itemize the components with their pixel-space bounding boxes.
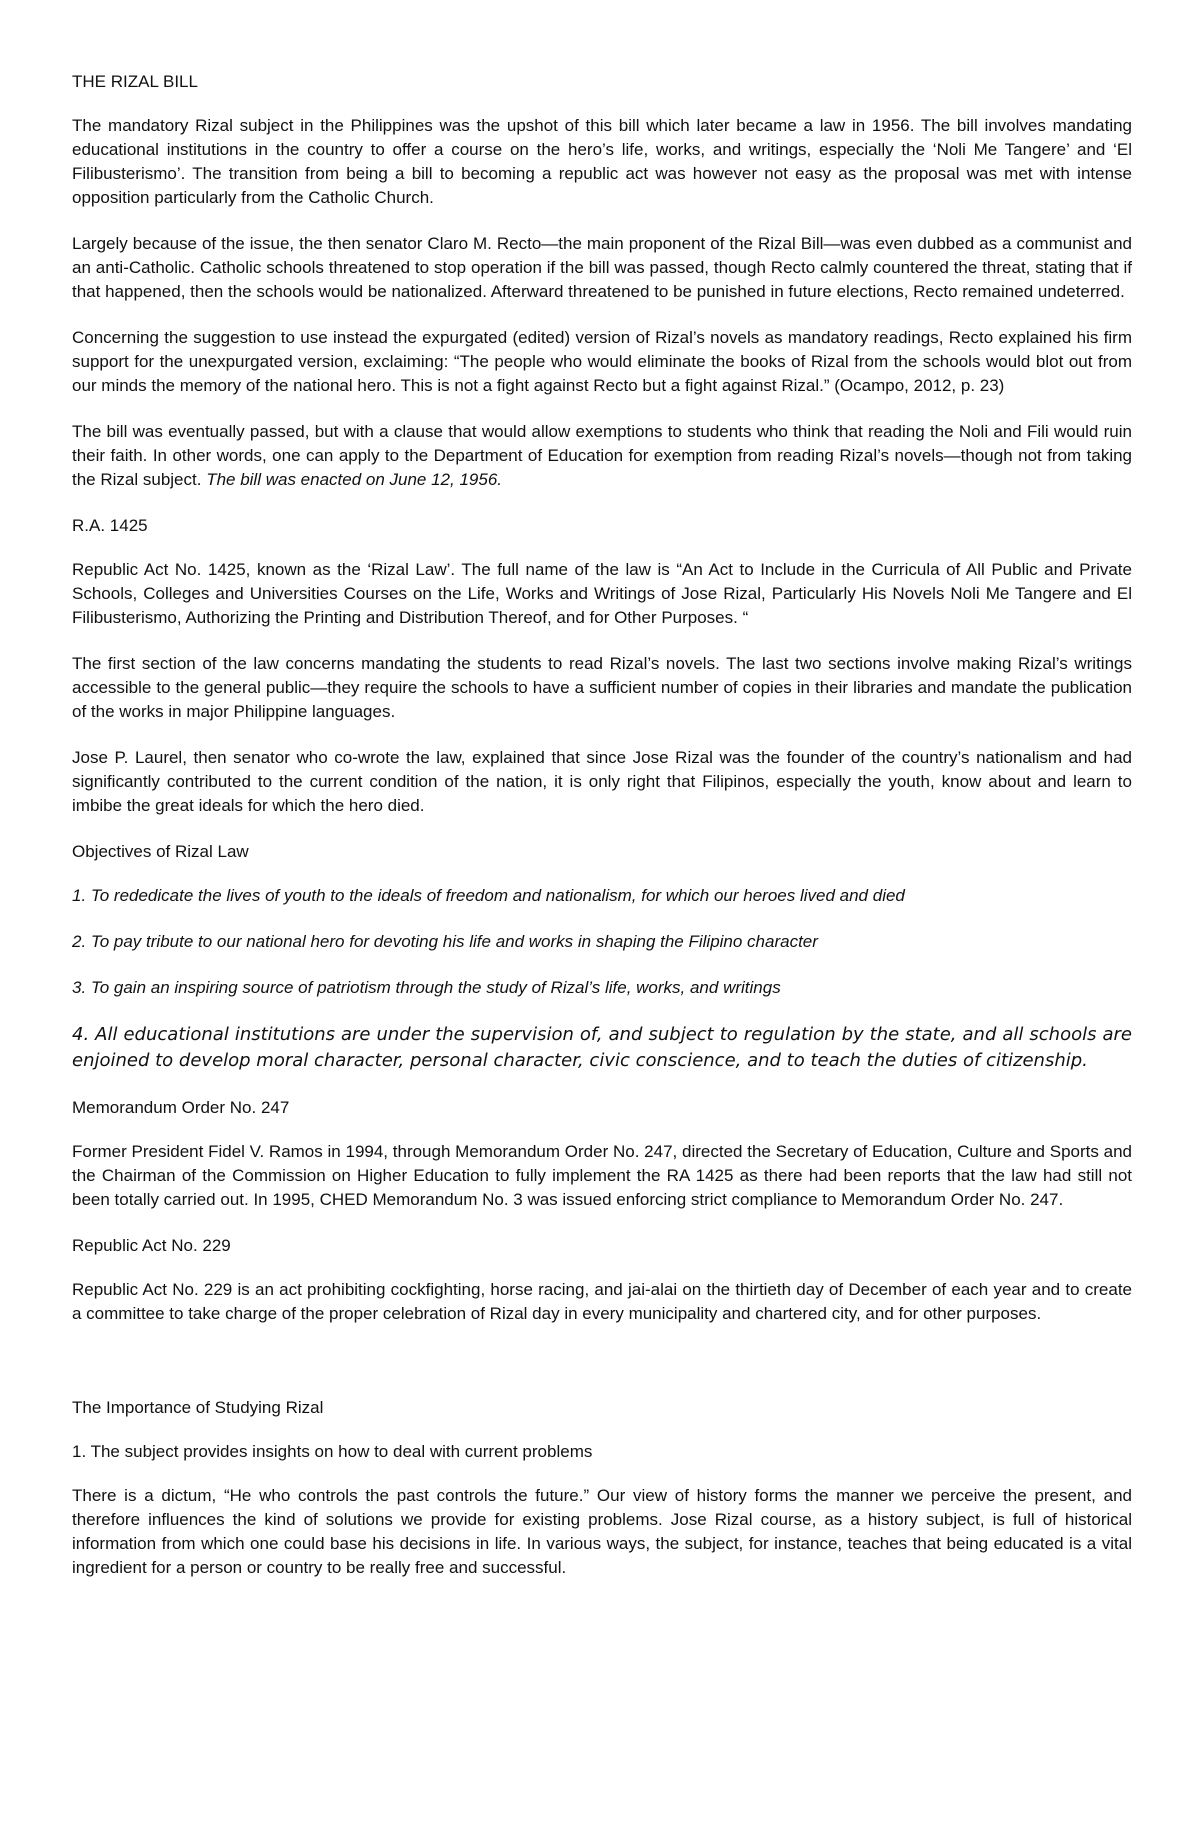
memo-paragraph: Former President Fidel V. Ramos in 1994, through Memorandum Order No. 247, directed the Secretary of Education, Culture and Sports and the Chairman of the Commission on Higher Education to fully implement the RA 1425 as there had been reports that the law had still not been totally carried out. In 1995, CHED Memorandum No. 3 was issued enforcing strict compliance to Memorandum Order No. 247. bbox=[72, 1142, 1132, 1209]
bill-passed-paragraph bbox=[72, 420, 1132, 492]
importance-point-1: 1. The subject provides insights on how to deal with current problems bbox=[72, 1442, 593, 1461]
ra1425-heading: R.A. 1425 bbox=[72, 516, 148, 535]
memo-heading: Memorandum Order No. 247 bbox=[72, 1098, 290, 1117]
objective-item-1: 1. To rededicate the lives of youth to the ideals of freedom and nationalism, for which our heroes lived and died bbox=[72, 886, 905, 905]
objective-item-4: 4. All educational institutions are under the supervision of, and subject to regulation by the state, and all schools are enjoined to develop moral character, personal character, civic conscience, and to teach the duties of citizenship. bbox=[72, 1024, 1132, 1071]
objectives-heading: Objectives of Rizal Law bbox=[72, 842, 249, 861]
document-page bbox=[72, 70, 1132, 1602]
ra229-paragraph: Republic Act No. 229 is an act prohibiting cockfighting, horse racing, and jai-alai on the thirtieth day of December of each year and to create a committee to take charge of the proper celebration of Rizal day in every municipality and chartered city, and for other purposes. bbox=[72, 1280, 1132, 1323]
intro-paragraph-1: The mandatory Rizal subject in the Philippines was the upshot of this bill which later became a law in 1956. The bill involves mandating educational institutions in the country to offer a course on the hero’s life, works, and writings, especially the ‘Noli Me Tangere’ and ‘El Filibusterismo’. The transition from being a bill to becoming a republic act was however not easy as the proposal was met with intense opposition particularly from the Catholic Church. bbox=[72, 116, 1132, 207]
document-title: THE RIZAL BILL bbox=[72, 72, 198, 91]
importance-paragraph: There is a dictum, “He who controls the past controls the future.” Our view of history forms the manner we perceive the present, and therefore influences the kind of solutions we provide for existing problems. Jose Rizal course, as a history subject, is full of historical information from which one could base his decisions in life. In various ways, the subject, for instance, teaches that being educated is a vital ingredient for a person or country to be really free and successful. bbox=[72, 1486, 1132, 1577]
ra1425-paragraph-2: The first section of the law concerns mandating the students to read Rizal’s novels. The last two sections involve making Rizal’s writings accessible to the general public—they require the schools to have a sufficient number of copies in their libraries and mandate the publication of the works in major Philippine languages. bbox=[72, 654, 1132, 721]
section-spacer bbox=[72, 1348, 1132, 1396]
importance-heading: The Importance of Studying Rizal bbox=[72, 1398, 324, 1417]
intro-paragraph-3: Concerning the suggestion to use instead the expurgated (edited) version of Rizal’s novels as mandatory readings, Recto explained his firm support for the unexpurgated version, exclaiming: “The people who would eliminate the books of Rizal from the schools would blot out from our minds the memory of the national hero. This is not a fight against Recto but a fight against Rizal.” (Ocampo, 2012, p. 23) bbox=[72, 328, 1132, 395]
bill-enacted-date: The bill was enacted on June 12, 1956. bbox=[206, 470, 503, 489]
intro-paragraph-2: Largely because of the issue, the then senator Claro M. Recto—the main proponent of the Rizal Bill—was even dubbed as a communist and an anti-Catholic. Catholic schools threatened to stop operation if the bill was passed, though Recto calmly countered the threat, stating that if that happened, then the schools would be nationalized. Afterward threatened to be punished in future elections, Recto remained undeterred. bbox=[72, 234, 1132, 301]
ra229-heading: Republic Act No. 229 bbox=[72, 1236, 231, 1255]
objective-item-2: 2. To pay tribute to our national hero for devoting his life and works in shaping the Filipino character bbox=[72, 932, 818, 951]
ra1425-paragraph-1: Republic Act No. 1425, known as the ‘Rizal Law’. The full name of the law is “An Act to Include in the Curricula of All Public and Private Schools, Colleges and Universities Courses on the Life, Works and Writings of Jose Rizal, Particularly His Novels Noli Me Tangere and El Filibusterismo, Authorizing the Printing and Distribution Thereof, and for Other Purposes. “ bbox=[72, 560, 1132, 627]
objective-item-3: 3. To gain an inspiring source of patriotism through the study of Rizal’s life, works, and writings bbox=[72, 978, 781, 997]
bill-passed-text: The bill was eventually passed, but with a clause that would allow exemptions to students who think that reading the Noli and Fili would ruin their faith. In other words, one can apply to the Department of Education for exemption from reading Rizal’s novels—though not from taking the Rizal subject. bbox=[72, 422, 1132, 489]
ra1425-paragraph-3: Jose P. Laurel, then senator who co-wrote the law, explained that since Jose Rizal was the founder of the country’s nationalism and had significantly contributed to the current condition of the nation, it is only right that Filipinos, especially the youth, know about and learn to imbibe the great ideals for which the hero died. bbox=[72, 748, 1132, 815]
